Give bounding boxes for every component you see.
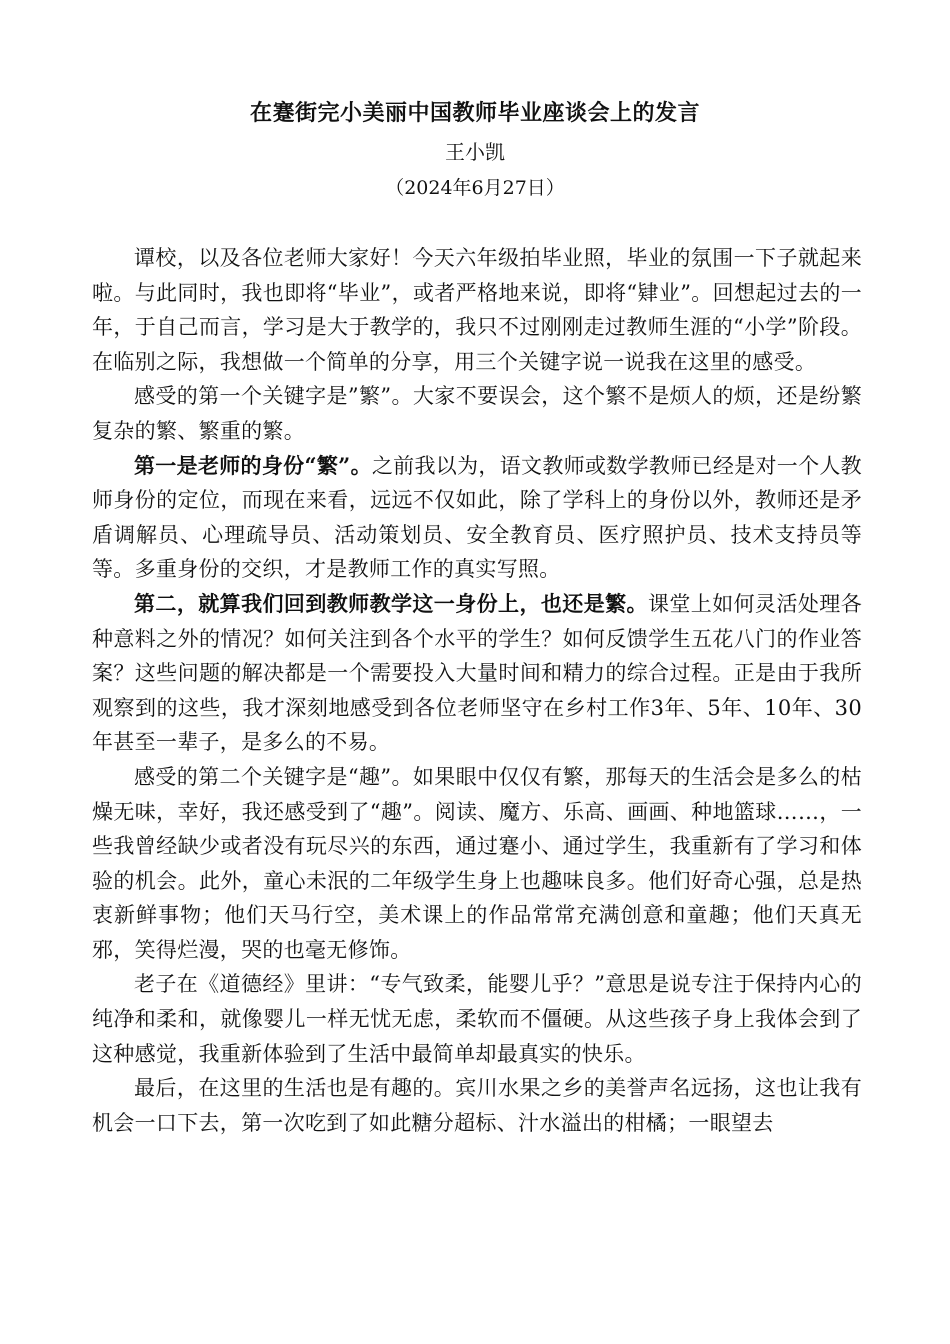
paragraph-text: 课堂上如何灵活处理各种意料之外的情况？如何关注到各个水平的学生？如何反馈学生五花八门的作业答案？这些问题的解决都是一个需要投入大量时间和精力的综合过程。正是由于我所观察到的这些，我才深刻地感受到各位老师坚守在乡村工作3年、5年、10年、30年甚至一辈子，是多么的不易。 (92, 591, 863, 755)
paragraph-text: 之前我以为，语文教师或数学教师已经是对一个人教师身份的定位，而现在来看，远远不仅如此，除了学科上的身份以外，教师还是矛盾调解员、心理疏导员、活动策划员、安全教育员、医疗照护员、技术支持员等等。多重身份的交织，才是教师工作的真实写照。 (92, 453, 862, 582)
paragraph-2 (92, 379, 862, 448)
document-author: 王小凯 (445, 140, 505, 164)
document-title: 在蹇街完小美丽中国教师毕业座谈会上的发言 (249, 100, 700, 126)
paragraph-text: 感受的第一个关键字是”繁”。大家不要误会，这个繁不是烦人的烦，还是纷繁复杂的繁、繁重的繁。 (92, 384, 862, 443)
paragraph-7 (92, 1071, 862, 1140)
paragraph-5 (92, 760, 862, 968)
paragraph-text: 最后，在这里的生活也是有趣的。宾川水果之乡的美誉声名远扬，这也让我有机会一口下去，第一次吃到了如此糖分超标、汁水溢出的柑橘；一眼望去 (92, 1076, 862, 1135)
paragraph-lead: 第二，就算我们回到教师教学这一身份上，也还是繁。 (134, 590, 648, 616)
paragraph-4 (92, 587, 862, 760)
paragraph-lead: 第一是老师的身份“繁”。 (134, 452, 372, 478)
paragraph-1 (92, 241, 862, 379)
paragraph-6 (92, 967, 862, 1071)
paragraph-text: 老子在《道德经》里讲：“专气致柔，能婴儿乎？”意思是说专注于保持内心的纯净和柔和，就像婴儿一样无忧无虑，柔软而不僵硬。从这些孩子身上我体会到了这种感觉，我重新体验到了生活中最简单却最真实的快乐。 (92, 972, 862, 1066)
paragraph-text: 谭校，以及各位老师大家好！今天六年级拍毕业照，毕业的氛围一下子就起来啦。与此同时，我也即将“毕业”，或者严格地来说，即将“肄业”。回想起过去的一年，于自己而言，学习是大于教学的，我只不过刚刚走过教师生涯的“小学”阶段。在临别之际，我想做一个简单的分享，用三个关键字说一说我在这里的感受。 (92, 246, 862, 374)
document-body (92, 241, 862, 1140)
paragraph-3 (92, 449, 862, 587)
document-date: （2024年6月27日） (385, 177, 565, 199)
paragraph-text: 感受的第二个关键字是“趣”。如果眼中仅仅有繁，那每天的生活会是多么的枯燥无味，幸好，我还感受到了“趣”。阅读、魔方、乐高、画画、种地篮球……，一些我曾经缺少或者没有玩尽兴的东西，通过蹇小、通过学生，我重新有了学习和体验的机会。此外，童心未泯的二年级学生身上也趣味良多。他们好奇心强，总是热衷新鲜事物；他们天马行空，美术课上的作品常常充满创意和童趣；他们天真无邪，笑得烂漫，哭的也毫无修饰。 (92, 764, 862, 962)
